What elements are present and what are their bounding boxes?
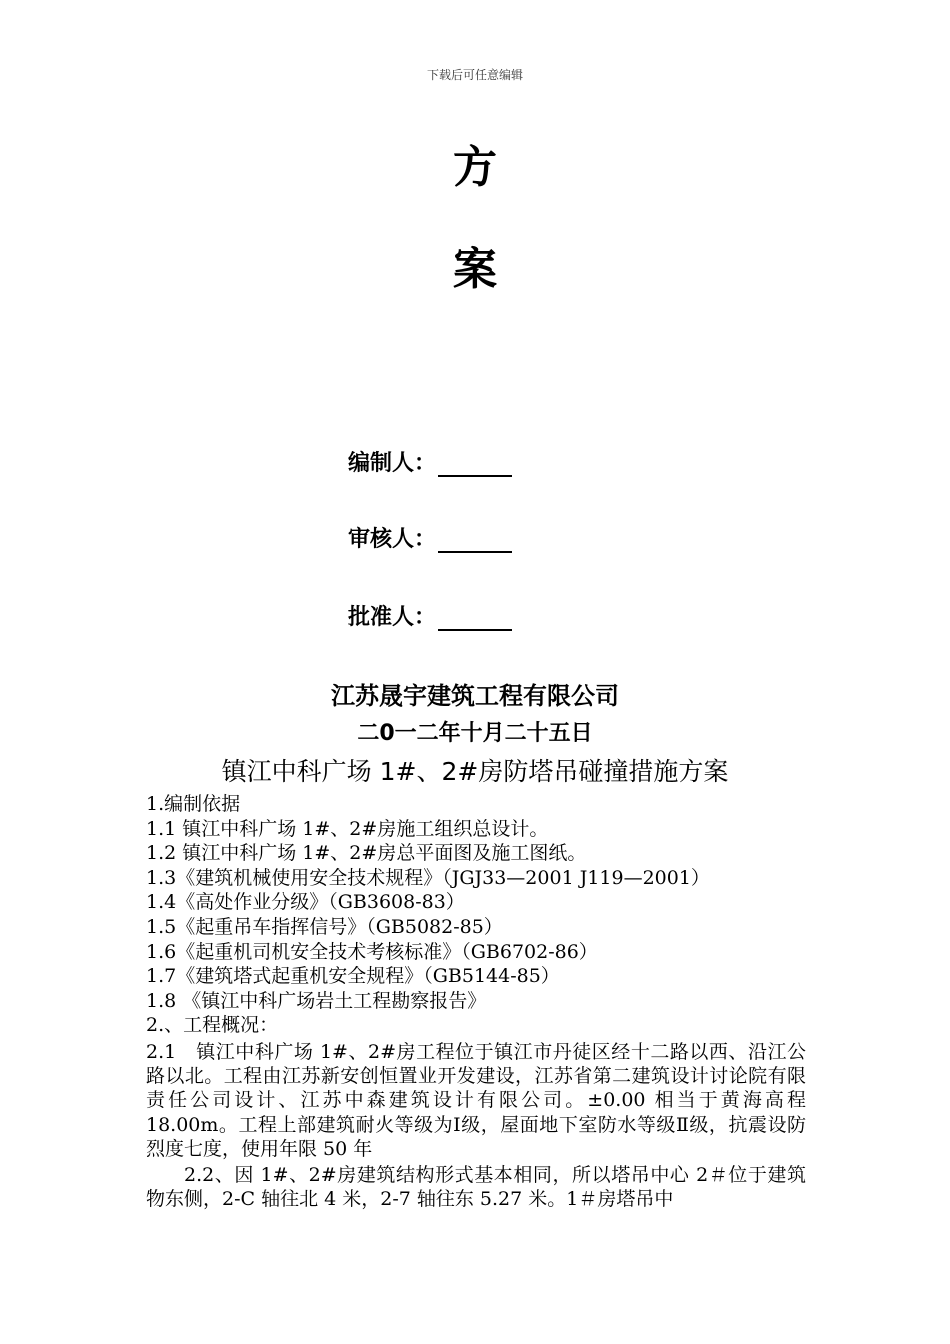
- cover-char-bottom: 案: [453, 244, 497, 295]
- basis-heading: 1.编制依据: [146, 793, 241, 815]
- header-note: 下载后可任意编辑: [426, 68, 523, 82]
- section-2-heading: 2.、工程概况：: [146, 1014, 279, 1037]
- overview-paragraph-1: 2.1 镇江中科广场 1#、2#房工程位于镇江市丹徒区经十二路以西、沿江公路以北。工程由江苏新安创恒置业开发建设，江苏省第二建筑设计讨论院有限责任公司设计、江苏中森建筑设计有限公司。±0.00 相当于黄海高程 18.00m。工程上部建筑耐火等级为Ⅰ级，屋面地下室防水等级Ⅱ级，抗震设防烈度七度，使用年限 50 年: [146, 1041, 806, 1160]
- basis-item: 1.1 镇江中科广场 1#、2#房施工组织总设计。: [146, 817, 549, 840]
- basis-item: 1.4《高处作业分级》（GB3608-83）: [146, 891, 465, 914]
- compiler-blank: [438, 453, 512, 477]
- document-title: 镇江中科广场 1#、2#房防塔吊碰撞措施方案: [221, 757, 729, 786]
- compiler-line: [348, 446, 512, 477]
- approver-blank: [438, 607, 512, 631]
- reviewer-blank: [438, 529, 512, 553]
- reviewer-line: [348, 522, 512, 553]
- approver-line: [348, 600, 512, 631]
- basis-section: [146, 792, 811, 1038]
- compiler-label: 编制人：: [348, 451, 437, 476]
- basis-item: 1.5《起重吊车指挥信号》（GB5082-85）: [146, 915, 503, 938]
- basis-item: 1.8 《镇江中科广场岩土工程勘察报告》: [146, 989, 487, 1012]
- basis-item: 1.7《建筑塔式起重机安全规程》（GB5144-85）: [146, 965, 560, 988]
- company-name: 江苏晟宇建筑工程有限公司: [331, 682, 619, 710]
- basis-item: 1.3《建筑机械使用安全技术规程》（JGJ33—2001 J119—2001）: [146, 866, 710, 889]
- overview-paragraph-2: 2.2、因 1#、2#房建筑结构形式基本相同，所以塔吊中心 2＃位于建筑物东侧，2-C 轴往北 4 米，2-7 轴往东 5.27 米。1＃房塔吊中: [146, 1164, 806, 1211]
- basis-item: 1.2 镇江中科广场 1#、2#房总平面图及施工图纸。: [146, 842, 587, 865]
- approver-label: 批准人：: [348, 605, 437, 630]
- document-date: 二0一二年十月二十五日: [357, 721, 593, 746]
- basis-item: 1.6《起重机司机安全技术考核标准》（GB6702-86）: [146, 940, 598, 963]
- cover-char-top: 方: [453, 142, 497, 193]
- reviewer-label: 审核人：: [348, 527, 437, 552]
